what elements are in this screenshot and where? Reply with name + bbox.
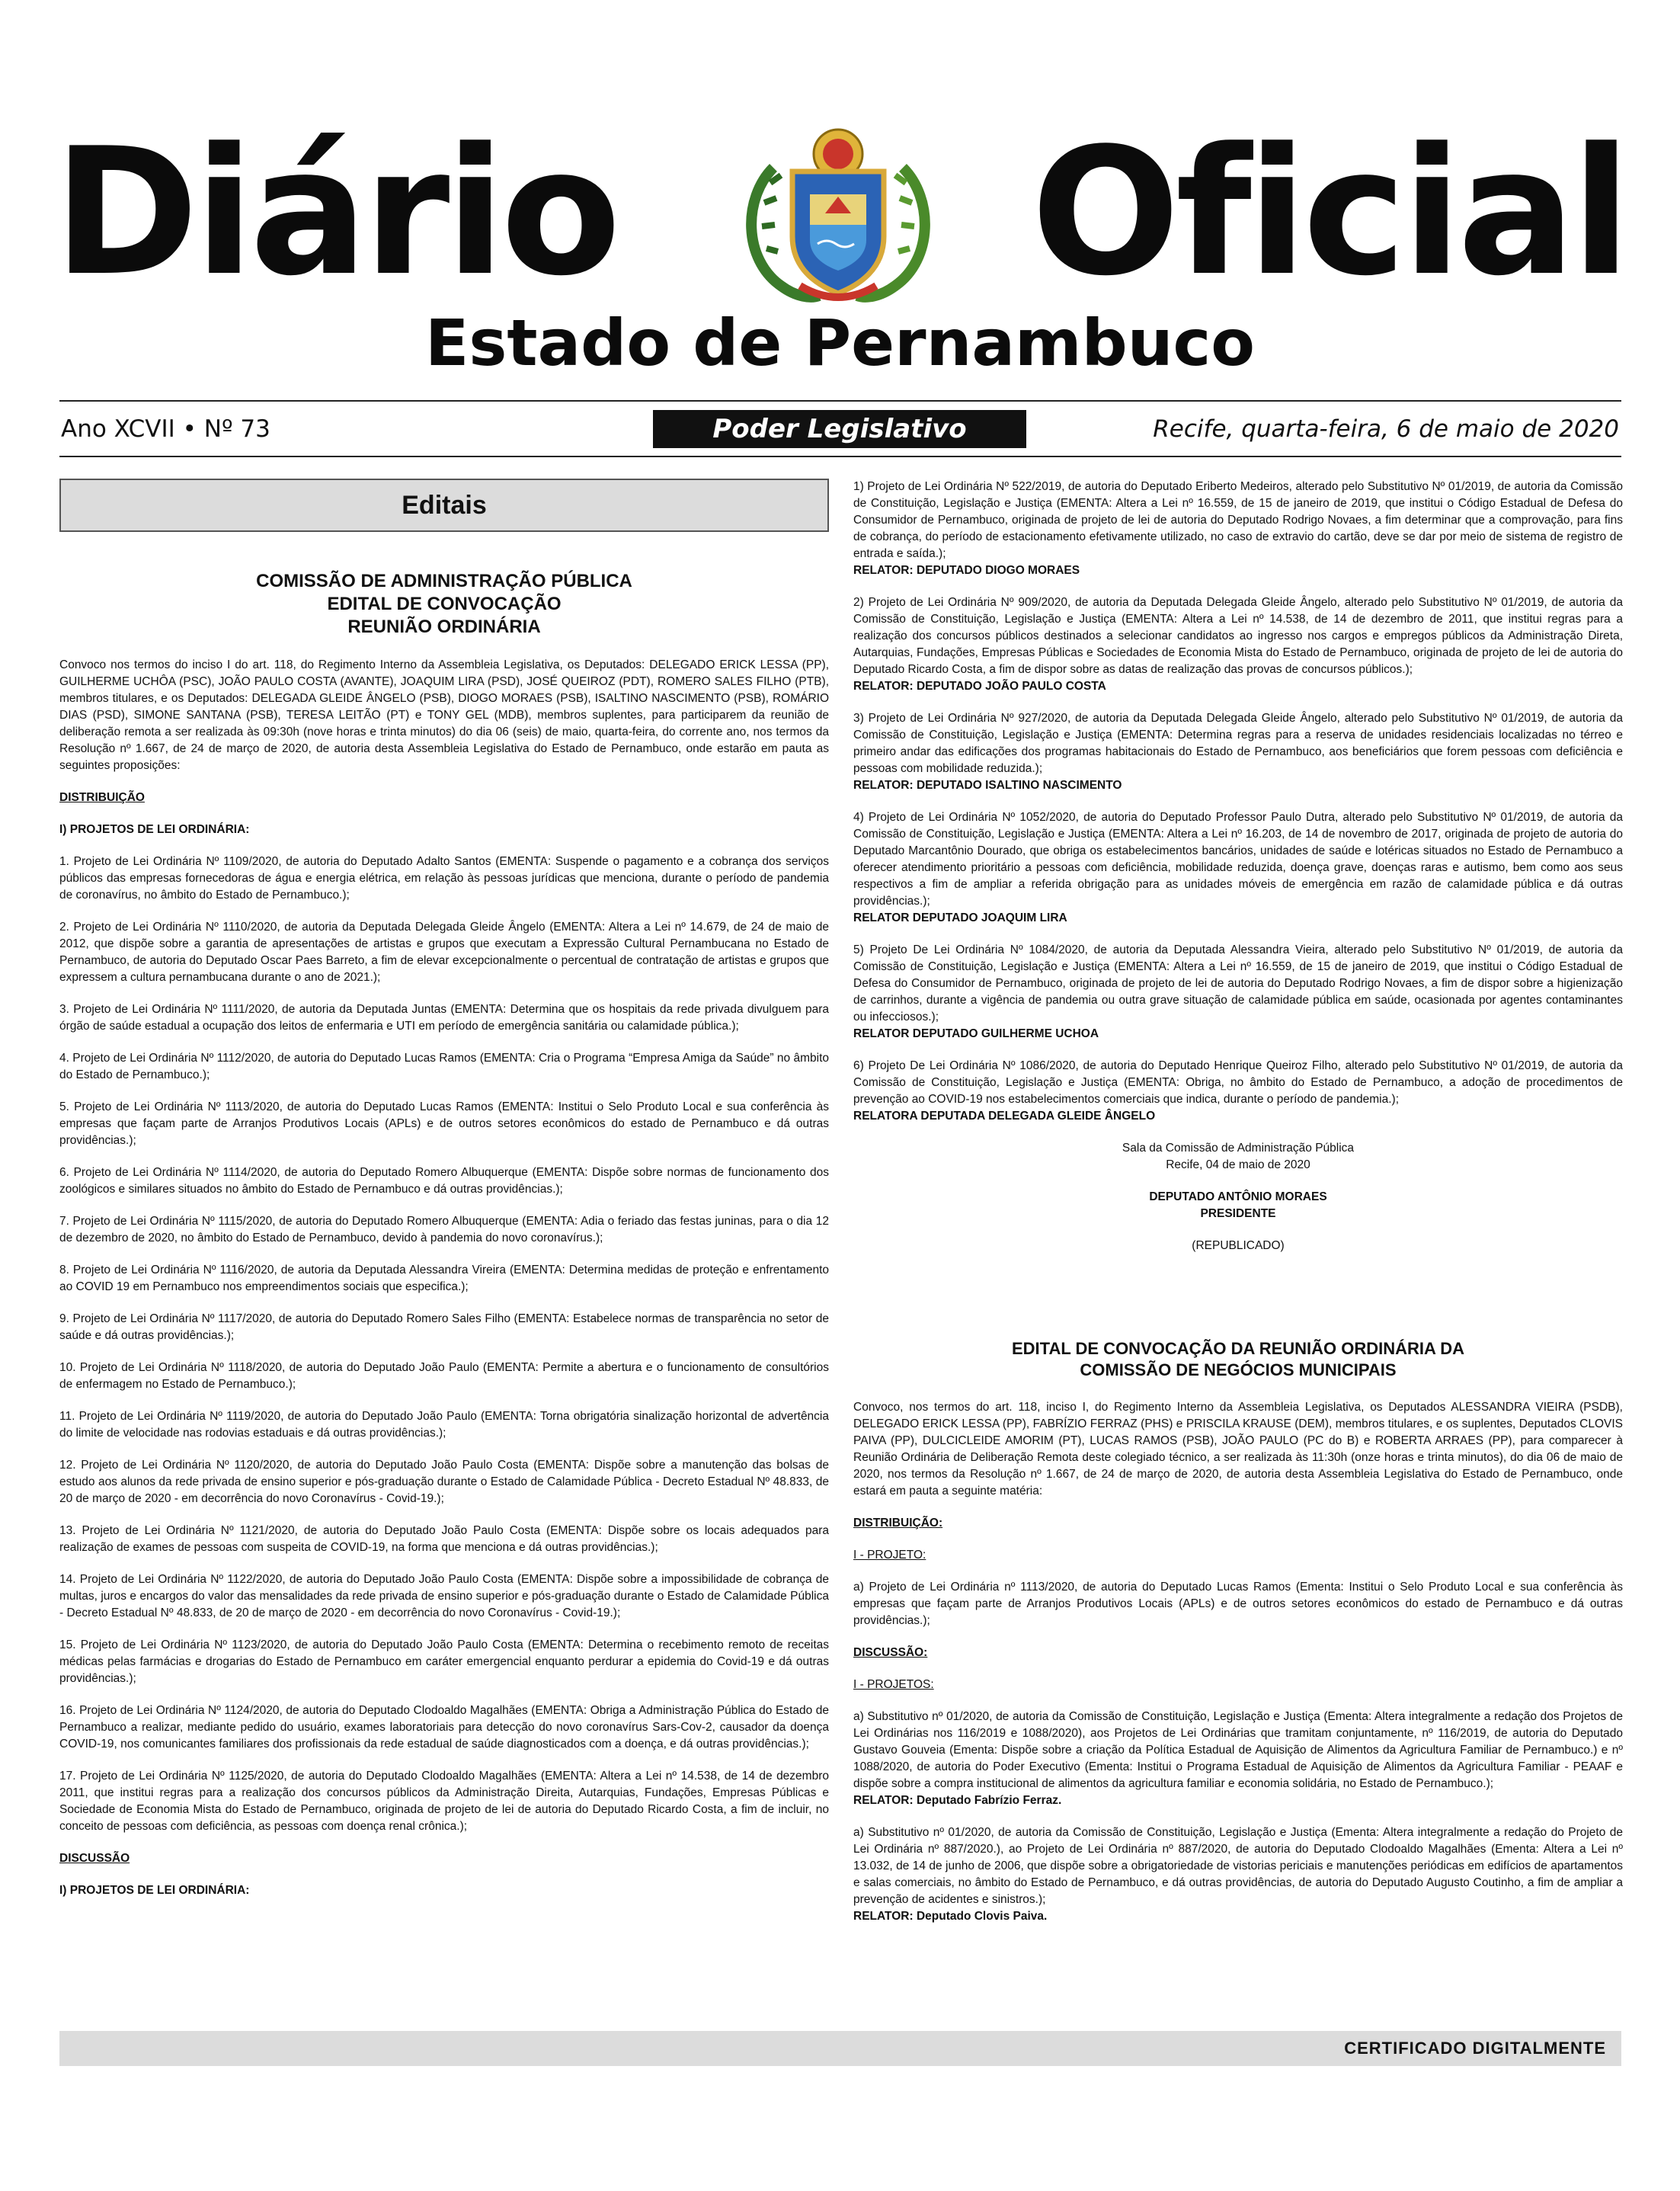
bill-item: 12. Projeto de Lei Ordinária Nº 1120/2020, de autoria do Deputado João Paulo Costa (EMENTA: Dispõe sobre a manutenção das bolsas de estudo aos alunos da rede privada de ensino superior e pós-graduação durante o Estado de Calamidade Pública - Decreto Estadual Nº 48.833, de 20 de março de 2020 - em decorrência do novo Coronavírus - Covid-19.); bbox=[59, 1459, 829, 1505]
bill-item: 14. Projeto de Lei Ordinária Nº 1122/2020, de autoria do Deputado João Paulo Costa (EMENTA: Dispõe sobre a impossibilidade de cobrança de multas, juros e encargos do valor das mensalidades da rede privada de ensino superior e pós-graduação durante o Estado de Calamidade Pública - Decreto Estadual Nº 48.833, de 20 de março de 2020 - em decorrência do novo Coronavírus - Covid-19.); bbox=[59, 1573, 829, 1619]
discussion-item: 6) Projeto De Lei Ordinária Nº 1086/2020, de autoria do Deputado Henrique Queiroz Filho, alterado pelo Substitutivo Nº 01/2019, de autoria da Comissão de Constituição, Legislação e Justiça (EMENTA: Obriga, no âmbito do Estado de Pernambuco, a adoção de procedimentos de prevenção ao COVID-19 nos estabelecimentos comerciais que indica, durante o período de pandemia.); bbox=[853, 1059, 1623, 1106]
second-discussion-rapporteur: RELATOR: Deputado Clovis Paiva. bbox=[853, 1910, 1048, 1923]
section-banner: Poder Legislativo bbox=[653, 410, 1026, 448]
rapporteur-line: RELATOR DEPUTADO GUILHERME UCHOA bbox=[853, 1027, 1099, 1040]
discussion-item: 3) Projeto de Lei Ordinária Nº 927/2020, de autoria da Deputada Delegada Gleide Ângelo, alterado pelo Substitutivo Nº 01/2019, de autoria da Comissão de Constituição, Legislação e Justiça (EMENTA: Determina regras para a reserva de unidades residenciais localizadas no térreo e primeiro andar das edificações dos programas habitacionais do Estado de Pernambuco, aos beneficiários que forem pessoas com deficiência e pessoas com mobilidade reduzida.); bbox=[853, 712, 1623, 775]
bill-item: 16. Projeto de Lei Ordinária Nº 1124/2020, de autoria do Deputado Clodoaldo Magalhães (EMENTA: Obriga a Administração Pública do Estado de Pernambuco a realizar, mediante pedido do usuário, exames laboratoriais para detecção do novo coronavírus Sars-Cov-2, causador da doença COVID-19, nos comunicantes familiares dos profissionais da rede estadual de saúde diagnosticados com a doença, e dá outras providências.); bbox=[59, 1704, 829, 1751]
discussion-heading: DISCUSSÃO bbox=[59, 1852, 130, 1865]
bill-list-heading: I) PROJETOS DE LEI ORDINÁRIA: bbox=[59, 823, 250, 836]
bill-item: 6. Projeto de Lei Ordinária Nº 1114/2020, de autoria do Deputado Romero Albuquerque (EMENTA: Dispõe sobre normas de funcionamento dos zoológicos e similares situados no âmbito do Estado de Pernambuco e dá outras providências.); bbox=[59, 1166, 829, 1196]
second-distribution-heading: DISTRIBUIÇÃO: bbox=[853, 1517, 943, 1530]
discussion-item: 4) Projeto de Lei Ordinária Nº 1052/2020, de autoria do Deputado Professor Paulo Dutra, alterado pelo Substitutivo Nº 01/2019, de autoria da Comissão de Constituição, Legislação e Justiça (EMENTA: Altera a Lei nº 16.203, de 14 de novembro de 2017, originada de projeto de autoria do Deputado Marcantônio Dourado, que obriga os estabelecimentos bancários, unidades de saúde e lotéricas situados no Estado de Pernambuco a oferecer atendimento prioritário a pessoas com deficiência, mobilidade reduzida, doença grave, doenças raras e autismo, bem como aos seus respectivos a fim de ampliar a referida obrigação para as unidades móveis de emergência em razão de calamidade pública e dá outras providências.); bbox=[853, 811, 1623, 908]
bill-item: 13. Projeto de Lei Ordinária Nº 1121/2020, de autoria do Deputado João Paulo Costa (EMENTA: Dispõe sobre os locais adequados para realização de exames de pessoas com suspeita de COVID-19, na forma que menciona e dá outras providências.); bbox=[59, 1524, 829, 1554]
discussion-bill-heading: I) PROJETOS DE LEI ORDINÁRIA: bbox=[59, 1884, 250, 1897]
bill-item: 5. Projeto de Lei Ordinária Nº 1113/2020, de autoria do Deputado Lucas Ramos (EMENTA: Institui o Selo Produto Local e sua conferência às empresas que façam parte de Arranjos Produtivos Locais (APLs) e de outros setores econômicos do estado de Pernambuco e dá outras providências.); bbox=[59, 1100, 829, 1147]
bill-item: 3. Projeto de Lei Ordinária Nº 1111/2020, de autoria da Deputada Juntas (EMENTA: Determina que os hospitais da rede privada divulguem para órgão de saúde estadual a ocupação dos leitos de enfermaria e UTI em período de emergência sanitária ou calamidade pública.); bbox=[59, 1003, 829, 1033]
bill-item: 7. Projeto de Lei Ordinária Nº 1115/2020, de autoria do Deputado Romero Albuquerque (EMENTA: Adia o feriado das festas juninas, para o dia 12 de dezembro de 2020, no âmbito do Estado de Pernambuco, devido à pandemia do novo coronavírus.); bbox=[59, 1215, 829, 1244]
bill-item: 9. Projeto de Lei Ordinária Nº 1117/2020, de autoria do Deputado Romero Sales Filho (EMENTA: Estabelece normas de transparência no setor de saúde e dá outras providências.); bbox=[59, 1312, 829, 1342]
notice-title-line-2: EDITAL DE CONVOCAÇÃO bbox=[327, 594, 562, 614]
rapporteur-line: RELATOR DEPUTADO JOAQUIM LIRA bbox=[853, 911, 1067, 924]
digital-certificate-footer: CERTIFICADO DIGITALMENTE bbox=[59, 2031, 1621, 2066]
signatory-role: PRESIDENTE bbox=[1200, 1207, 1276, 1220]
rapporteur-line: RELATOR: DEPUTADO JOÃO PAULO COSTA bbox=[853, 680, 1106, 693]
right-column bbox=[853, 479, 1623, 1940]
second-distribution-item: a) Projeto de Lei Ordinária nº 1113/2020, de autoria do Deputado Lucas Ramos (Ementa: Institui o Selo Produto Local e sua conferência às empresas que façam parte de Arranjos Produtivos Locais (APLs) e de outros setores econômicos do estado de Pernambuco e dá outras providências.); bbox=[853, 1581, 1623, 1627]
pernambuco-coat-of-arms-icon bbox=[728, 122, 949, 312]
masthead-title-left: Diário bbox=[53, 111, 617, 315]
header-bottom-rule bbox=[59, 456, 1621, 457]
signatory-name: DEPUTADO ANTÔNIO MORAES bbox=[1149, 1190, 1327, 1203]
edition-number: Ano XCVII • Nº 73 bbox=[61, 415, 270, 443]
notice-intro: Convoco nos termos do inciso I do art. 118, do Regimento Interno da Assembleia Legislativa, os Deputados: DELEGADO ERICK LESSA (PP), GUILHERME UCHÔA (PSC), JOÃO PAULO COSTA (AVANTE), JOAQUIM LIRA (PSD), JOSÉ QUEIROZ (PDT), ROMERO SALES FILHO (PTB), membros titulares, e os Deputados: DELEGADA GLEIDE ÂNGELO (PSB), DIOGO MORAES (PSB), ISALTINO NASCIMENTO (PSB), ROMÁRIO DIAS (PSD), SIMONE SANTANA (PSB), TERESA LEITÃO (PT) e TONY GEL (MDB), membros suplentes, para participarem da reunião de deliberação remota a ser realizada às 09:30h (nove horas e trinta minutos) do dia 06 (seis) de maio, quarta-feira, do corrente ano, nos termos da Resolução nº 1.667, de 24 de março de 2020, de autoria desta Assembleia Legislativa do Estado de Pernambuco, onde estarão em pauta as seguintes proposições: bbox=[59, 658, 829, 772]
republished-note: (REPUBLICADO) bbox=[1192, 1239, 1285, 1252]
header-top-rule bbox=[59, 400, 1621, 402]
discussion-item: 5) Projeto De Lei Ordinária Nº 1084/2020, de autoria da Deputada Alessandra Vieira, alterado pelo Substitutivo Nº 01/2019, de autoria da Comissão de Constituição, Legislação e Justiça (EMENTA: Altera a Lei nº 16.559, de 15 de janeiro de 2019, que institui o Código Estadual de Defesa do Consumidor de Pernambuco, originada de projeto de lei de autoria do Deputado Rodrigo Novaes, a fim de dispor sobre a higienização de carrinhos, durante a vigência de pandemia ou outra grave situação de calamidade pública em saúde, ocasionada por agentes contaminantes ou infecciosos.); bbox=[853, 943, 1623, 1023]
rapporteur-line: RELATOR: DEPUTADO ISALTINO NASCIMENTO bbox=[853, 779, 1122, 792]
bill-item: 11. Projeto de Lei Ordinária Nº 1119/2020, de autoria do Deputado João Paulo (EMENTA: Torna obrigatória sinalização horizontal de advertência do limite de velocidade nas rodovias estaduais e dá outras providências.); bbox=[59, 1410, 829, 1440]
second-discussion-rapporteur: RELATOR: Deputado Fabrízio Ferraz. bbox=[853, 1794, 1062, 1807]
second-discussion-item: a) Substitutivo nº 01/2020, de autoria da Comissão de Constituição, Legislação e Justiça (Ementa: Altera integralmente a redação dos Projetos de Lei Ordinárias nos 116/2019 e 1088/2020), aos Projetos de Lei Ordinárias que tramitam conjuntamente, nº 116/2019, de autoria do Deputado Gustavo Gouveia (Ementa: Dispõe sobre a criação da Política Estadual de Aquisição de Alimentos da Agricultura Familiar de Pernambuco.) e nº 1088/2020, de autoria do Poder Executivo (Ementa: Institui o Programa Estadual de Aquisição de Alimentos da Agricultura Familiar - PEAAF e dispõe sobre a compra institucional de alimentos da agricultura familiar e economia solidária, no Estado de Pernambuco.); bbox=[853, 1710, 1623, 1790]
left-column bbox=[59, 479, 829, 1914]
second-notice-title-line-2: COMISSÃO DE NEGÓCIOS MUNICIPAIS bbox=[1080, 1360, 1397, 1379]
bill-item: 15. Projeto de Lei Ordinária Nº 1123/2020, de autoria do Deputado João Paulo Costa (EMENTA: Determina o recebimento remoto de receitas médicas pelas farmácias e drogarias do Estado de Pernambuco em caráter emergencial enquanto perdurar a epidemia do Covid-19 e dá outras providências.); bbox=[59, 1638, 829, 1685]
session-place: Sala da Comissão de Administração Pública bbox=[1122, 1142, 1355, 1155]
second-notice-title-line-1: EDITAL DE CONVOCAÇÃO DA REUNIÃO ORDINÁRIA DA bbox=[1011, 1339, 1464, 1358]
second-discussion-item: a) Substitutivo nº 01/2020, de autoria da Comissão de Constituição, Legislação e Justiça (Ementa: Altera integralmente a redação do Projeto de Lei Ordinária nº 887/2020.), ao Projeto de Lei Ordinária nº 887/2020, de autoria do Deputado Clodoaldo Magalhães (Ementa: Altera a Lei nº 13.032, de 14 de junho de 2006, que dispõe sobre a obrigatoriedade de vistorias periciais e manutenções periódicas em edifícios de apartamentos e salas comerciais, no âmbito do Estado de Pernambuco, e dá outras providências, de autoria do Deputado Augusto Coutinho, a fim de ampliar a prevenção de acidentes e sinistros.); bbox=[853, 1826, 1623, 1906]
second-notice-intro: Convoco, nos termos do art. 118, inciso I, do Regimento Interno da Assembleia Legislativa, os Deputados ALESSANDRA VIEIRA (PSDB), DELEGADO ERICK LESSA (PP), FABRÍZIO FERRAZ (PHS) e PRISCILA KRAUSE (DEM), membros titulares, e os suplentes, Deputados CLOVIS PAIVA (PP), DULCICLEIDE AMORIM (PT), LUCAS RAMOS (PSB), JOÃO PAULO (PC do B) e ROBERTA ARRAES (PP), para comparecer à Reunião Ordinária de Deliberação Remota deste colegiado técnico, a ser realizada às 11:30h (onze horas e trinta minutos), do dia 06 de maio de 2020, nos termos da Resolução nº 1.667, de 24 de março de 2020, de autoria desta Assembleia Legislativa do Estado de Pernambuco, onde estará em pauta a seguinte matéria: bbox=[853, 1401, 1623, 1498]
second-discussion-heading: DISCUSSÃO: bbox=[853, 1646, 928, 1659]
bill-item: 4. Projeto de Lei Ordinária Nº 1112/2020, de autoria do Deputado Lucas Ramos (EMENTA: Cria o Programa “Empresa Amiga da Saúde” no âmbito do Estado de Pernambuco.); bbox=[59, 1052, 829, 1081]
publication-date: Recife, quarta-feira, 6 de maio de 2020 bbox=[1153, 415, 1619, 443]
bill-item: 10. Projeto de Lei Ordinária Nº 1118/2020, de autoria do Deputado João Paulo (EMENTA: Permite a abertura e o funcionamento de consultórios de enfermagem no Estado de Pernambuco.); bbox=[59, 1361, 829, 1391]
second-distribution-subheading: I - PROJETO: bbox=[853, 1549, 926, 1562]
masthead-subtitle: Estado de Pernambuco bbox=[424, 306, 1256, 380]
rapporteur-line: RELATOR: DEPUTADO DIOGO MORAES bbox=[853, 564, 1080, 577]
discussion-item: 2) Projeto de Lei Ordinária Nº 909/2020, de autoria da Deputada Delegada Gleide Ângelo, alterado pelo Substitutivo Nº 01/2019, de autoria da Comissão de Constituição, Legislação e Justiça (EMENTA: Altera a Lei nº 14.538, de 14 de dezembro de 2011, que institui regras para a realização dos concursos públicos destinados a selecionar candidatos ao ingresso nos cargos e empregos públicos da Administração Direta, Autarquias, Fundações, Empresas Públicas e Sociedades de Economia Mista do Estado de Pernambuco, originada de projeto de lei de autoria do Deputado Ricardo Costa, a fim de dispor sobre as datas de realização das provas de concursos públicos.); bbox=[853, 596, 1623, 676]
notice-title-line-3: REUNIÃO ORDINÁRIA bbox=[347, 617, 541, 637]
distribution-heading: DISTRIBUIÇÃO bbox=[59, 791, 145, 804]
bill-item: 2. Projeto de Lei Ordinária Nº 1110/2020, de autoria da Deputada Delegada Gleide Ângelo (EMENTA: Altera a Lei nº 14.679, de 24 de maio de 2012, que dispõe sobre a garantia de apresentações de artistas e grupos que executam a Expressão Cultural Pernambucana no Estado de Pernambuco, de autoria do Deputado Oscar Paes Barreto, a fim de elevar excepcionalmente o percentual de contratação de artistas e grupos que expressem a cultura pernambucana durante o ano de 2021.); bbox=[59, 921, 829, 984]
bill-item: 1. Projeto de Lei Ordinária Nº 1109/2020, de autoria do Deputado Adalto Santos (EMENTA: Suspende o pagamento e a cobrança dos serviços públicos das empresas fornecedoras de água e energia elétrica, em relação às pessoas jurídicas que menciona, durante o período de pandemia de coronavírus, no âmbito do Estado de Pernambuco.); bbox=[59, 855, 829, 902]
notice-title-line-1: COMISSÃO DE ADMINISTRAÇÃO PÚBLICA bbox=[256, 571, 632, 591]
masthead-title-right: Oficial bbox=[1031, 111, 1627, 315]
rapporteur-line: RELATORA DEPUTADA DELEGADA GLEIDE ÂNGELO bbox=[853, 1110, 1156, 1123]
second-discussion-subheading: I - PROJETOS: bbox=[853, 1678, 934, 1691]
discussion-item: 1) Projeto de Lei Ordinária Nº 522/2019, de autoria do Deputado Eriberto Medeiros, alterado pelo Substitutivo Nº 01/2019, de autoria da Comissão de Constituição, Legislação e Justiça (EMENTA: Altera a Lei nº 16.559, de 15 de janeiro de 2019, que institui o Código Estadual de Defesa do Consumidor de Pernambuco, originada de projeto de lei de autoria do Deputado Rodrigo Novaes, a fim determinar que a comprovação, para fins de cobrança, do período de estacionamento efetivamente utilizado, no caso de extravio do cartão, deve se dar por meio de sistema de registro de entrada e saída.); bbox=[853, 480, 1623, 560]
session-date: Recife, 04 de maio de 2020 bbox=[1166, 1158, 1310, 1171]
bill-item: 8. Projeto de Lei Ordinária Nº 1116/2020, de autoria da Deputada Alessandra Vireira (EMENTA: Determina medidas de proteção e enfrentamento ao COVID 19 em Pernambuco nos empreendimentos sociais que especifica.); bbox=[59, 1264, 829, 1293]
section-heading-editais: Editais bbox=[59, 479, 829, 532]
bill-item: 17. Projeto de Lei Ordinária Nº 1125/2020, de autoria do Deputado Clodoaldo Magalhães (EMENTA: Altera a Lei nº 14.538, de 14 de dezembro 2011, que institui regras para a realização dos concursos públicos da Administração Direita, Autarquias, Fundações, Empresas Públicas e Sociedade de Economia Mista do Estado de Pernambuco, originada de projeto de lei de autoria do Deputado Ricardo Costa, a fim de incluir, no conceito de pessoas com deficiência, as pessoas com doença renal crônica.); bbox=[59, 1770, 829, 1833]
